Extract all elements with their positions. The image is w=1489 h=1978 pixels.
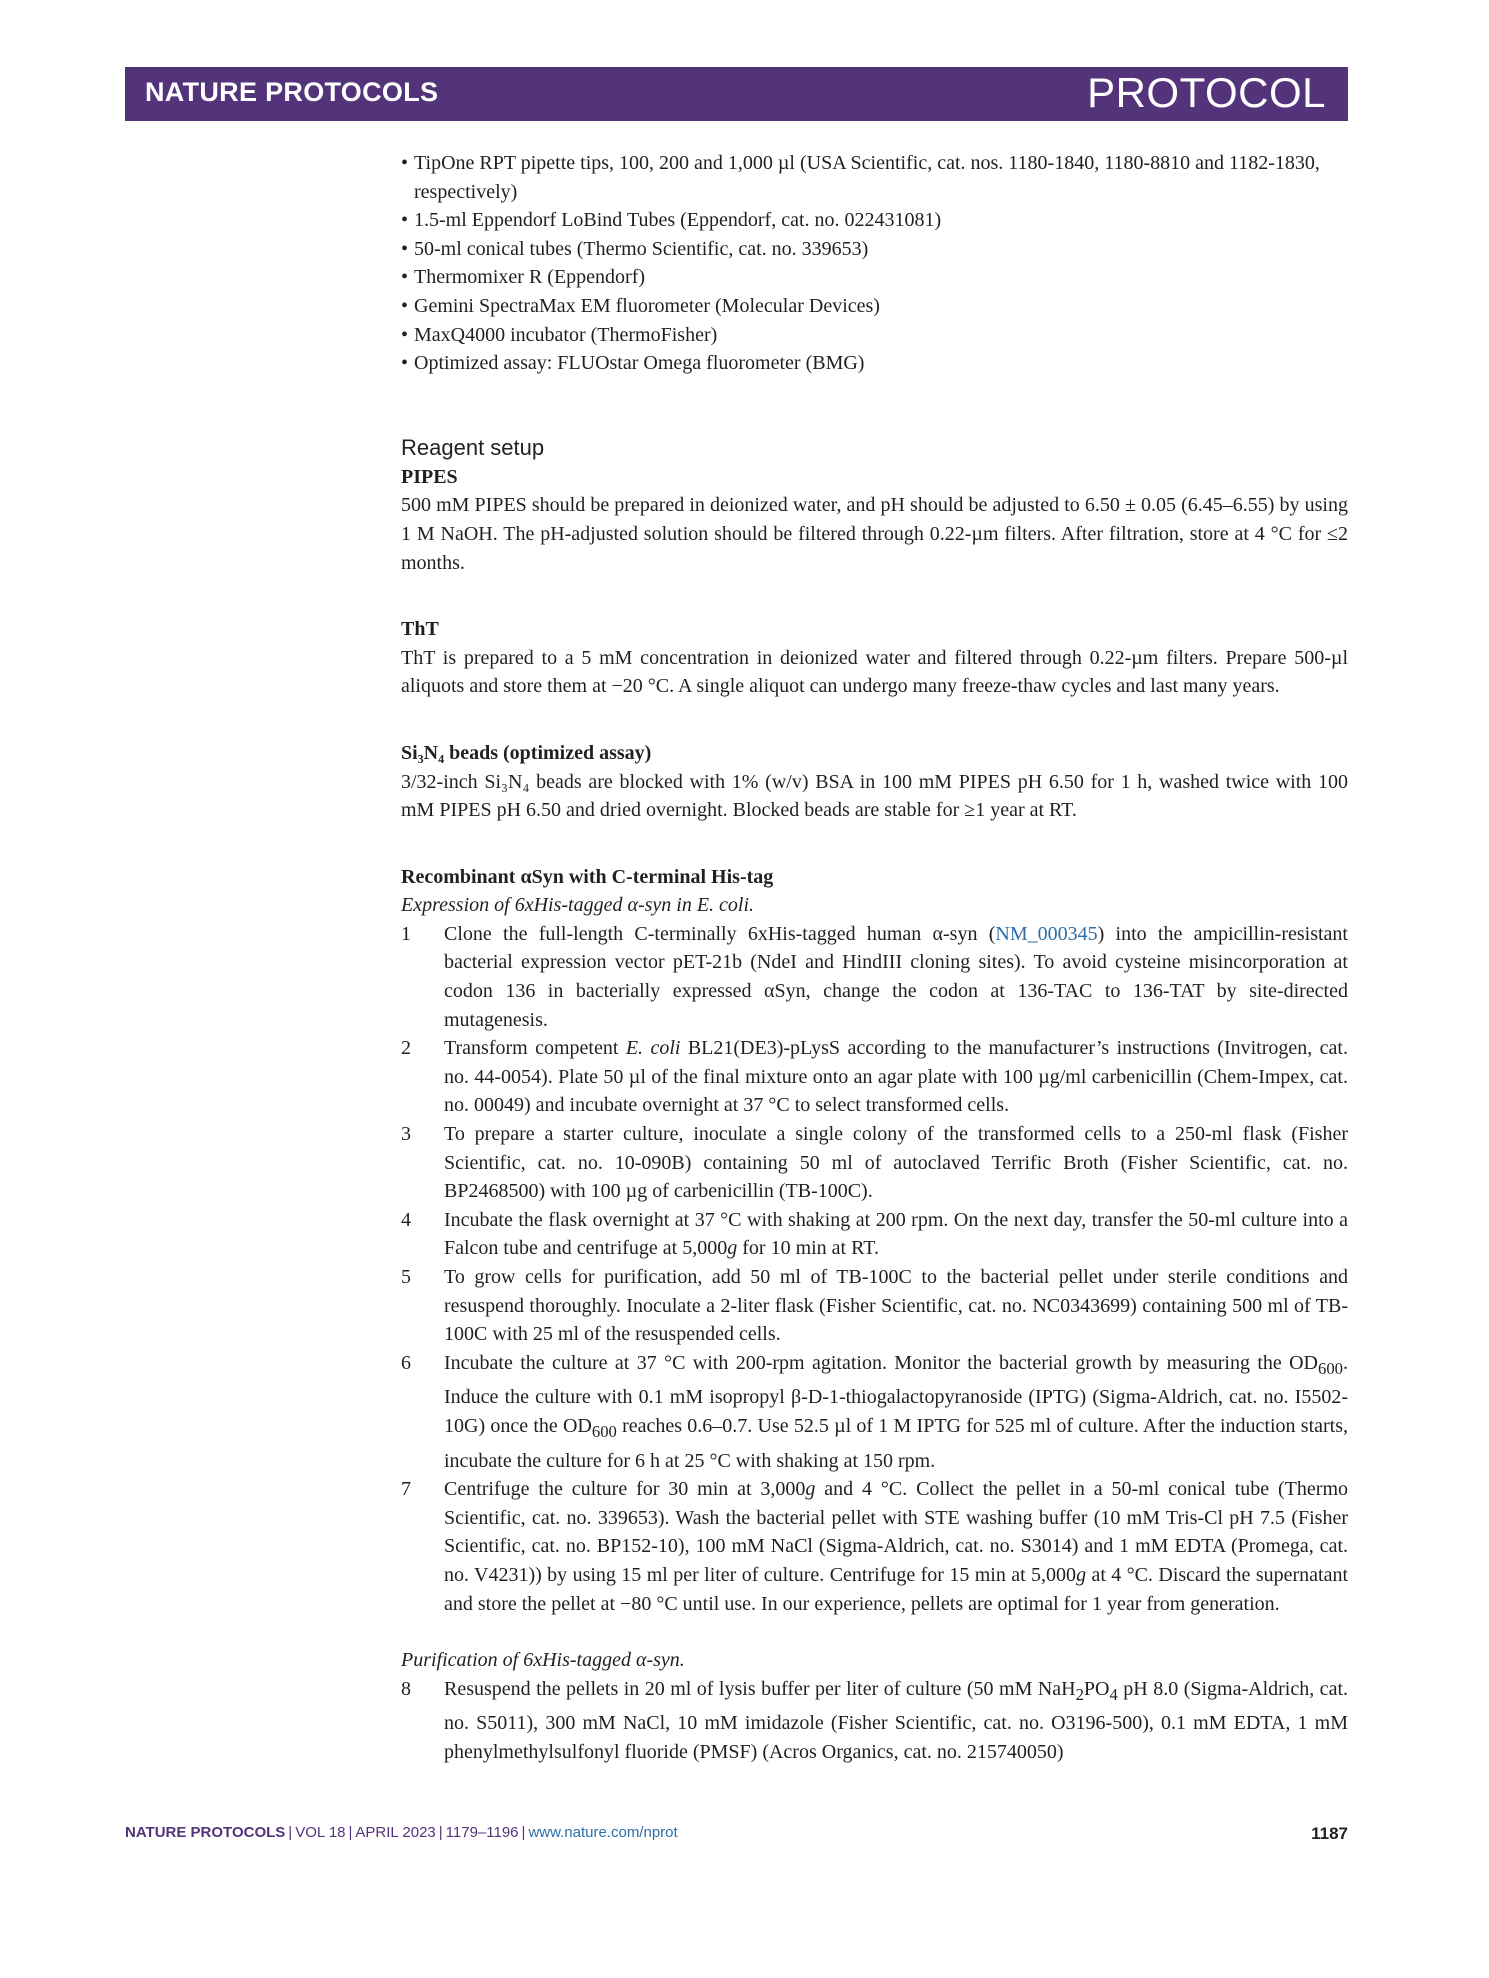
main-content [401, 149, 1348, 1767]
step-item: 6 Incubate the culture at 37 °C with 200-rpm agitation. Monitor the bacterial growth by measuring the $OD_{600}$. Induce the culture with 0.1 mM isopropyl β-D-1-thiogalactopyranoside (IPTG) (Sigma-Aldrich, cat. no. I5502-10G) once the $OD_{600}$ reaches 0.6–0.7. Use 52.5 µl of 1 M IPTG for 525 ml of culture. After the induction starts, incubate the culture for 6 h at 25 °C with shaking at 150 rpm. [401, 1351, 1349, 1472]
subheading-tht: ThT [401, 618, 439, 641]
footer-url-link[interactable]: www.nature.com/nprot [528, 1824, 678, 1841]
list-item: • Thermomixer R (Eppendorf) [401, 266, 646, 289]
article-type: PROTOCOL [1087, 69, 1326, 116]
list-item: • TipOne RPT pipette tips, 100, 200 and 1,000 µl (USA Scientific, cat. nos. 1180-1840, 1180-8810 and 1182-1830, respectively) [401, 152, 1320, 203]
step-item: 1 Clone the full-length C-terminally 6xHis-tagged human α-syn (NM_000345) into the ampicillin-resistant bacterial expression vector pET-21b (NdeI and HindIII cloning sites). To avoid cysteine misincorporation at codon 136 in bacterially expressed αSyn, change the codon at 136-TAC to 136-TAT by site-directed mutagenesis. [401, 922, 1348, 1031]
footer-journal: NATURE PROTOCOLS [125, 1824, 286, 1841]
paragraph-tht: ThT is prepared to a 5 mM concentration in deionized water and filtered through 0.22-µm filters. Prepare 500-µl aliquots and store them at −20 °C. A single aliquot can undergo many freeze-thaw cycles and last many years. [401, 646, 1348, 698]
footer-pages: 1179–1196 [445, 1824, 519, 1841]
list-item: • 50-ml conical tubes (Thermo Scientific, cat. no. 339653) [401, 237, 869, 260]
subheading-recombinant-asyn: Recombinant αSyn with C-terminal His-tag [401, 865, 774, 888]
section-heading-reagent-setup: Reagent setup [401, 434, 545, 460]
equipment-list [401, 149, 1348, 378]
list-item: • Optimized assay: FLUOstar Omega fluorometer (BMG) [401, 352, 865, 375]
step-item: 8 Resuspend the pellets in 20 ml of lysis buffer per liter of culture (50 mM $NaH_2PO_4$ pH 8.0 (Sigma-Aldrich, cat. no. S5011), 300 mM NaCl, 10 mM imidazole (Fisher Scientific, cat. no. O3196-500), 0.1 mM EDTA, 1 mM phenylmethylsulfonyl fluoride (PMSF) (Acros Organics, cat. no. 215740050) [401, 1677, 1348, 1763]
footer-date: APRIL 2023 [355, 1824, 436, 1841]
subheading-pipes: PIPES [401, 465, 458, 488]
page-number: 1187 [1311, 1824, 1348, 1843]
accession-link[interactable]: NM_000345 [995, 922, 1098, 945]
list-item: • 1.5-ml Eppendorf LoBind Tubes (Eppendorf, cat. no. 022431081) [401, 209, 942, 232]
paragraph-pipes: 500 mM PIPES should be prepared in deionized water, and pH should be adjusted to 6.50 ± 0.05 (6.45–6.55) by using 1 M NaOH. The pH-adjusted solution should be filtered through 0.22-µm filters. After filtration, store at 4 °C for ≤2 months. [401, 494, 1348, 574]
header-bar [125, 67, 1348, 121]
subheading-beads: Si₃N₄ beads (optimized assay) [401, 741, 652, 764]
journal-name: NATURE PROTOCOLS [145, 77, 439, 107]
step-item: 3 To prepare a starter culture, inoculate a single colony of the transformed cells to a 250-ml flask (Fisher Scientific, cat. no. 10-090B) containing 50 ml of autoclaved Terrific Broth (Fisher Scientific, cat. no. BP2468500) with 100 µg of carbenicillin (TB-100C). [401, 1123, 1348, 1203]
step-item: 7 Centrifuge the culture for 30 min at 3,000g and 4 °C. Collect the pellet in a 50-ml conical tube (Thermo Scientific, cat. no. 339653). Wash the bacterial pellet with STE washing buffer (10 mM Tris-Cl pH 7.5 (Fisher Scientific, cat. no. BP152-10), 100 mM NaCl (Sigma-Aldrich, cat. no. S3014) and 1 mM EDTA (Promega, cat. no. V4231)) by using 15 ml per liter of culture. Centrifuge for 15 min at 5,000g at 4 °C. Discard the supernatant and store the pellet at −80 °C until use. In our experience, pellets are optimal for 1 year from generation. [401, 1478, 1349, 1615]
page-footer: NATURE PROTOCOLS | VOL 18 | APRIL 2023 | 1179–1196 | www.nature.com/nprot 1187 [125, 1824, 1348, 1843]
list-item: • Gemini SpectraMax EM fluorometer (Molecular Devices) [401, 294, 880, 317]
step-item: 4 Incubate the flask overnight at 37 °C with shaking at 200 rpm. On the next day, transfer the 50-ml culture into a Falcon tube and centrifuge at 5,000g for 10 min at RT. [401, 1208, 1348, 1260]
step-item: 5 To grow cells for purification, add 50 ml of TB-100C to the bacterial pellet under sterile conditions and resuspend thoroughly. Inoculate a 2-liter flask (Fisher Scientific, cat. no. NC0343699) containing 500 ml of TB-100C with 25 ml of the resuspended cells. [401, 1266, 1348, 1346]
purification-caption: Purification of 6xHis-tagged α-syn. [401, 1649, 685, 1672]
paragraph-beads: 3/32-inch Si₃N₄ beads are blocked with 1% (w/v) BSA in 100 mM PIPES pH 6.50 for 1 h, washed twice with 100 mM PIPES pH 6.50 and dried overnight. Blocked beads are stable for ≥1 year at RT. [401, 770, 1348, 822]
expression-caption: Expression of 6xHis-tagged α-syn in E. coli. [401, 894, 755, 917]
expression-steps [401, 920, 1348, 1618]
purification-steps [401, 1675, 1348, 1767]
list-item: • MaxQ4000 incubator (ThermoFisher) [401, 323, 718, 346]
step-item: 2 Transform competent E. coli BL21(DE3)-pLysS according to the manufacturer’s instructions (Invitrogen, cat. no. 44-0054). Plate 50 µl of the final mixture onto an agar plate with 100 µg/ml carbenicillin (Chem-Impex, cat. no. 00049) and incubate overnight at 37 °C to select transformed cells. [401, 1037, 1348, 1117]
footer-volume: VOL 18 [295, 1824, 346, 1841]
